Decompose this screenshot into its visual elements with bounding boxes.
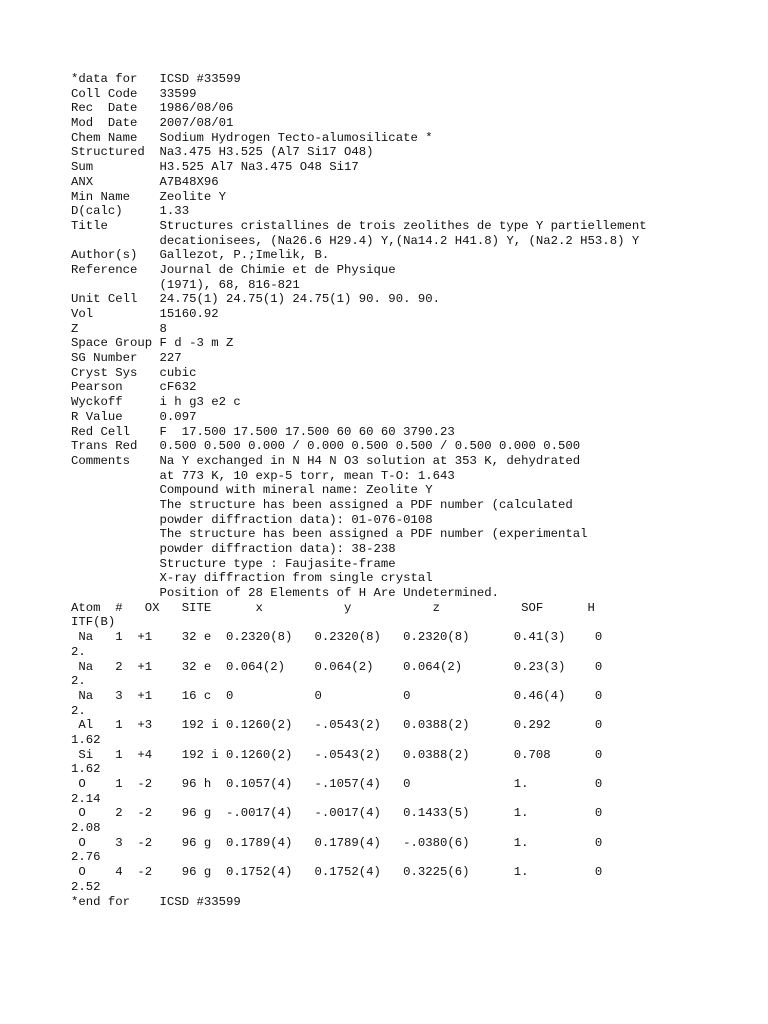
record-line: SG Number 227 xyxy=(71,351,182,366)
record-line: Red Cell F 17.500 17.500 17.500 60 60 60 3790.23 xyxy=(71,424,455,439)
record-line: (1971), 68, 816-821 xyxy=(71,277,300,292)
icsd-record-text xyxy=(71,72,761,909)
record-line: ITF(B) xyxy=(71,615,116,630)
record-line: R Value 0.097 xyxy=(71,409,197,424)
record-line: X-ray diffraction from single crystal xyxy=(71,571,433,586)
record-line: Z 8 xyxy=(71,321,167,336)
record-line: *data for ICSD #33599 xyxy=(71,72,241,86)
record-line: Vol 15160.92 xyxy=(71,307,219,321)
record-line: Na 3 +1 16 c 0 0 0 0.46(4) 0 xyxy=(71,688,603,703)
record-line: Si 1 +4 192 i 0.1260(2) -.0543(2) 0.0388(2) 0.708 0 xyxy=(71,747,603,762)
record-line: Wyckoff i h g3 e2 c xyxy=(71,395,241,410)
record-line: decationisees, (Na26.6 H29.4) Y,(Na14.2 H41.8) Y, (Na2.2 H53.8) Y xyxy=(71,233,640,248)
record-line: O 4 -2 96 g 0.1752(4) 0.1752(4) 0.3225(6) 1. 0 xyxy=(71,865,603,880)
record-line: Sum H3.525 Al7 Na3.475 O48 Si17 xyxy=(71,160,359,175)
record-line: Structured Na3.475 H3.525 (Al7 Si17 O48) xyxy=(71,145,374,160)
record-line: 2.76 xyxy=(71,850,101,865)
record-line: Mod Date 2007/08/01 xyxy=(71,116,234,131)
record-line: The structure has been assigned a PDF number (experimental xyxy=(71,527,588,542)
record-line: 2.14 xyxy=(71,791,101,806)
record-line: powder diffraction data): 01-076-0108 xyxy=(71,512,433,527)
record-line: 1.62 xyxy=(71,732,101,747)
record-line: Rec Date 1986/08/06 xyxy=(71,101,234,116)
record-line: 2.08 xyxy=(71,821,101,836)
record-line: Na 1 +1 32 e 0.2320(8) 0.2320(8) 0.2320(8) 0.41(3) 0 xyxy=(71,630,603,645)
record-line: Compound with mineral name: Zeolite Y xyxy=(71,483,433,498)
record-line: O 3 -2 96 g 0.1789(4) 0.1789(4) -.0380(6) 1. 0 xyxy=(71,835,603,850)
record-line: Na 2 +1 32 e 0.064(2) 0.064(2) 0.064(2) 0.23(3) 0 xyxy=(71,659,603,674)
record-line: Position of 28 Elements of H Are Undetermined. xyxy=(71,586,500,601)
record-line: 1.62 xyxy=(71,762,101,777)
record-line: 2.52 xyxy=(71,879,101,894)
record-line: Title Structures cristallines de trois zeolithes de type Y partiellement xyxy=(71,218,647,233)
record-line: Space Group F d -3 m Z xyxy=(71,336,234,351)
record-line: Coll Code 33599 xyxy=(71,86,197,101)
record-line: The structure has been assigned a PDF number (calculated xyxy=(71,497,573,512)
record-line: Atom # OX SITE x y z SOF H xyxy=(71,600,595,615)
record-line: Al 1 +3 192 i 0.1260(2) -.0543(2) 0.0388(2) 0.292 0 xyxy=(71,718,603,733)
record-line: Comments Na Y exchanged in N H4 N O3 solution at 353 K, dehydrated xyxy=(71,453,581,468)
record-line: Chem Name Sodium Hydrogen Tecto-alumosilicate * xyxy=(71,130,433,145)
record-line: D(calc) 1.33 xyxy=(71,204,190,219)
record-line: Reference Journal de Chimie et de Physique xyxy=(71,262,396,277)
record-line: 2. xyxy=(71,674,86,689)
record-line: Author(s) Gallezot, P.;Imelik, B. xyxy=(71,248,330,263)
record-line: Min Name Zeolite Y xyxy=(71,189,226,204)
record-line: *end for ICSD #33599 xyxy=(71,894,241,909)
record-line: ANX A7B48X96 xyxy=(71,174,219,189)
record-line: 2. xyxy=(71,644,86,659)
record-line: Pearson cF632 xyxy=(71,380,197,395)
record-line: 2. xyxy=(71,703,86,718)
record-line: O 2 -2 96 g -.0017(4) -.0017(4) 0.1433(5) 1. 0 xyxy=(71,806,603,821)
record-line: Unit Cell 24.75(1) 24.75(1) 24.75(1) 90. 90. 90. xyxy=(71,292,440,307)
record-line: O 1 -2 96 h 0.1057(4) -.1057(4) 0 1. 0 xyxy=(71,777,603,791)
record-line: at 773 K, 10 exp-5 torr, mean T-O: 1.643 xyxy=(71,468,455,483)
record-line: powder diffraction data): 38-238 xyxy=(71,542,396,556)
record-line: Cryst Sys cubic xyxy=(71,365,197,380)
record-line: Structure type : Faujasite-frame xyxy=(71,556,396,571)
record-line: Trans Red 0.500 0.500 0.000 / 0.000 0.500 0.500 / 0.500 0.000 0.500 xyxy=(71,439,581,454)
